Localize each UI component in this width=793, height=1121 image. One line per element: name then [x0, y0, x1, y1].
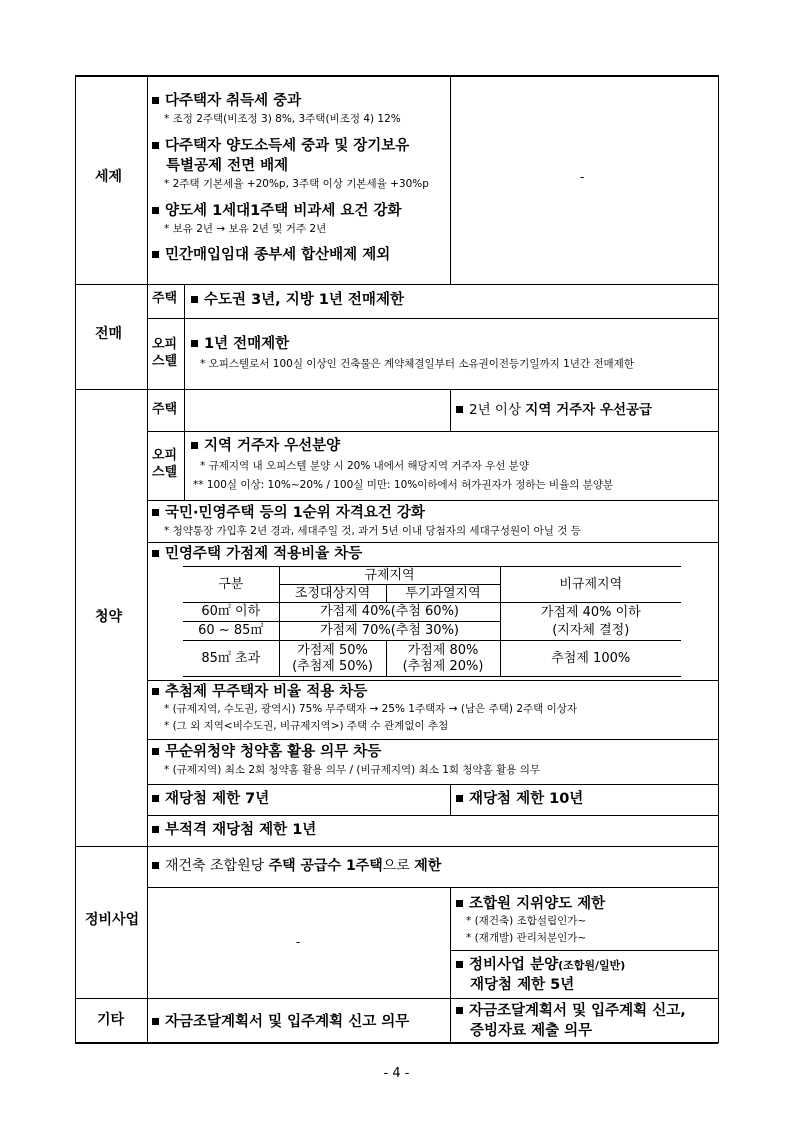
point-ratio-table	[183, 566, 681, 677]
tax-item-2-line2: 특별공제 전면 배제	[166, 158, 289, 174]
table-left-border	[75, 75, 76, 1043]
sub-unranked-note: * (규제지역) 최소 2회 청약홈 활용 의무 / (비규제지역) 최소 1회 청약홈 활용 의무	[164, 764, 541, 776]
row-divider	[147, 784, 718, 785]
sub-house-right: 2년 이상 지역 거주자 우선공급	[456, 402, 652, 419]
square-bullet-icon	[152, 550, 159, 557]
square-bullet-icon	[456, 961, 463, 968]
sub-house-label: 주택	[152, 402, 178, 417]
resale-officetel-item: 1년 전매제한	[191, 335, 289, 353]
row-divider	[147, 431, 718, 432]
row-divider	[147, 500, 718, 501]
resale-house-label: 주택	[152, 291, 178, 306]
sub-point-system: 민영주택 가점제 적용비율 차등	[152, 545, 362, 563]
square-bullet-icon	[456, 406, 463, 413]
td-r3-speculation: 가점제 80% (추첨제 20%)	[386, 641, 500, 677]
td-r2-regulated: 가점제 70%(추첨 30%)	[279, 622, 500, 641]
td-size-60-85: 60 ~ 85㎡	[183, 622, 279, 641]
category-redevelop: 정비사업	[85, 912, 140, 928]
etc-right-line2: 증빙자료 제출 의무	[470, 1023, 593, 1039]
row-divider	[75, 389, 718, 390]
redevelop-r2-line2: 재당첨 제한 5년	[470, 977, 575, 993]
resale-officetel-label-2: 스텔	[152, 354, 178, 369]
tax-item-2: 다주택자 양도소득세 중과 및 장기보유	[152, 137, 409, 155]
sub-officetel-label-2: 스텔	[152, 465, 178, 480]
square-bullet-icon	[152, 509, 159, 516]
sub-unqualified: 부적격 재당첨 제한 1년	[152, 821, 316, 839]
square-bullet-icon	[152, 826, 159, 833]
square-bullet-icon	[152, 207, 159, 214]
th-regulated: 규제지역	[279, 567, 500, 585]
square-bullet-icon	[191, 296, 198, 303]
row-divider	[147, 318, 718, 319]
redevelop-top: 재건축 조합원당 주택 공급수 1주택으로 제한	[152, 858, 441, 876]
square-bullet-icon	[152, 142, 159, 149]
row-divider	[147, 739, 718, 740]
redevelop-r1-note-2: * (재개발) 관리처분인가~	[466, 932, 587, 944]
page-number: - 4 -	[383, 1066, 410, 1081]
tax-item-4: 민간매입임대 종부세 합산배제 제외	[152, 246, 390, 264]
tax-item-3: 양도세 1세대1주택 비과세 요건 강화	[152, 202, 401, 220]
tax-right-dash: -	[580, 170, 585, 184]
etc-left: 자금조달계획서 및 입주계획 신고 의무	[152, 1013, 409, 1031]
sub-first-priority: 국민·민영주택 등의 1순위 자격요건 강화	[152, 504, 425, 522]
tax-item-2-note: * 2주택 기본세율 +20%p, 3주택 이상 기본세율 +30%p	[164, 178, 429, 190]
row-divider	[75, 284, 718, 285]
sub-rewin-left: 재당첨 제한 7년	[152, 790, 269, 808]
row-divider	[75, 998, 718, 999]
row-divider	[147, 815, 718, 816]
table-bottom-border	[75, 1042, 718, 1044]
col-divider	[450, 75, 451, 284]
th-division: 구분	[183, 567, 279, 603]
sub-officetel-label-1: 오피	[152, 448, 178, 463]
sublabel-divider	[184, 389, 185, 500]
sub-officetel-item: 지역 거주자 우선분양	[191, 437, 340, 455]
row-divider	[147, 680, 718, 681]
square-bullet-icon	[191, 340, 198, 347]
redevelop-r1: 조합원 지위양도 제한	[456, 895, 605, 913]
sub-lottery-note-1: * (규제지역, 수도권, 광역시) 75% 무주택자 → 25% 1주택자 → (남은 주택) 2주택 이상자	[164, 703, 578, 715]
sublabel-divider	[184, 284, 185, 389]
square-bullet-icon	[191, 442, 198, 449]
square-bullet-icon	[152, 748, 159, 755]
etc-right: 자금조달계획서 및 입주계획 신고,	[456, 1002, 686, 1020]
sub-lottery-note-2: * (그 외 지역<비수도권, 비규제지역>) 주택 수 관계없이 추첨	[164, 720, 449, 732]
tax-item-1: 다주택자 취득세 중과	[152, 92, 301, 110]
square-bullet-icon	[152, 862, 159, 869]
th-speculation-area: 투기과열지역	[386, 585, 500, 603]
square-bullet-icon	[456, 1007, 463, 1014]
category-resale: 전매	[95, 326, 123, 342]
tax-item-1-note: * 조정 2주택(비조정 3) 8%, 3주택(비조정 4) 12%	[164, 113, 401, 125]
square-bullet-icon	[152, 688, 159, 695]
col-divider	[450, 887, 451, 1042]
td-size-60-under: 60㎡ 이하	[183, 603, 279, 622]
category-subscription: 청약	[95, 609, 123, 625]
square-bullet-icon	[152, 251, 159, 258]
td-r3-adjustment: 가점제 50% (추첨제 50%)	[279, 641, 386, 677]
tax-item-3-note: * 보유 2년 → 보유 2년 및 거주 2년	[164, 223, 327, 235]
redevelop-r2: 정비사업 분양(조합원/일반)	[456, 956, 625, 974]
category-divider	[147, 75, 148, 1043]
table-top-border	[75, 75, 718, 77]
row-divider	[147, 542, 718, 543]
table-right-border	[718, 75, 719, 1043]
td-r2-nonregulated: (지자체 결정)	[500, 622, 681, 641]
resale-officetel-note: * 오피스텔로서 100실 이상인 건축물은 계약체결일부터 소유권이전등기일까지 1년간 전매제한	[200, 358, 634, 370]
sub-officetel-note-1: * 규제지역 내 오피스텔 분양 시 20% 내에서 해당지역 거주자 우선 분양	[200, 460, 530, 472]
row-divider	[75, 846, 718, 847]
row-divider	[450, 950, 718, 951]
sub-officetel-note-2: ** 100실 이상: 10%~20% / 100실 미만: 10%이하에서 허가권자가 정하는 비율의 분양분	[193, 479, 614, 491]
square-bullet-icon	[152, 1018, 159, 1025]
td-r1-nonregulated: 가점제 40% 이하	[500, 603, 681, 622]
td-r1-regulated: 가점제 40%(추첨 60%)	[279, 603, 500, 622]
redevelop-r1-note-1: * (재건축) 조합설립인가~	[466, 915, 587, 927]
td-r3-nonregulated: 추첨제 100%	[500, 641, 681, 677]
category-tax: 세제	[95, 169, 123, 185]
square-bullet-icon	[152, 97, 159, 104]
col-divider	[450, 389, 451, 431]
square-bullet-icon	[456, 795, 463, 802]
row-divider	[147, 887, 718, 888]
sub-lottery: 추첨제 무주택자 비율 적용 차등	[152, 683, 367, 701]
square-bullet-icon	[152, 795, 159, 802]
th-adjustment-area: 조정대상지역	[279, 585, 386, 603]
square-bullet-icon	[456, 900, 463, 907]
td-size-85-over: 85㎡ 초과	[183, 641, 279, 677]
resale-officetel-label-1: 오피	[152, 337, 178, 352]
redevelop-left-dash: -	[296, 935, 301, 949]
sub-rewin-right: 재당첨 제한 10년	[456, 790, 583, 808]
th-nonregulated: 비규제지역	[500, 567, 681, 603]
category-etc: 기타	[97, 1012, 125, 1028]
col-divider	[450, 784, 451, 815]
sub-unranked: 무순위청약 청약홈 활용 의무 차등	[152, 743, 381, 761]
resale-house-item: 수도권 3년, 지방 1년 전매제한	[191, 291, 404, 309]
sub-first-priority-note: * 청약통장 가입후 2년 경과, 세대주일 것, 과거 5년 이내 당첨자의 세대구성원이 아닐 것 등	[164, 525, 581, 537]
